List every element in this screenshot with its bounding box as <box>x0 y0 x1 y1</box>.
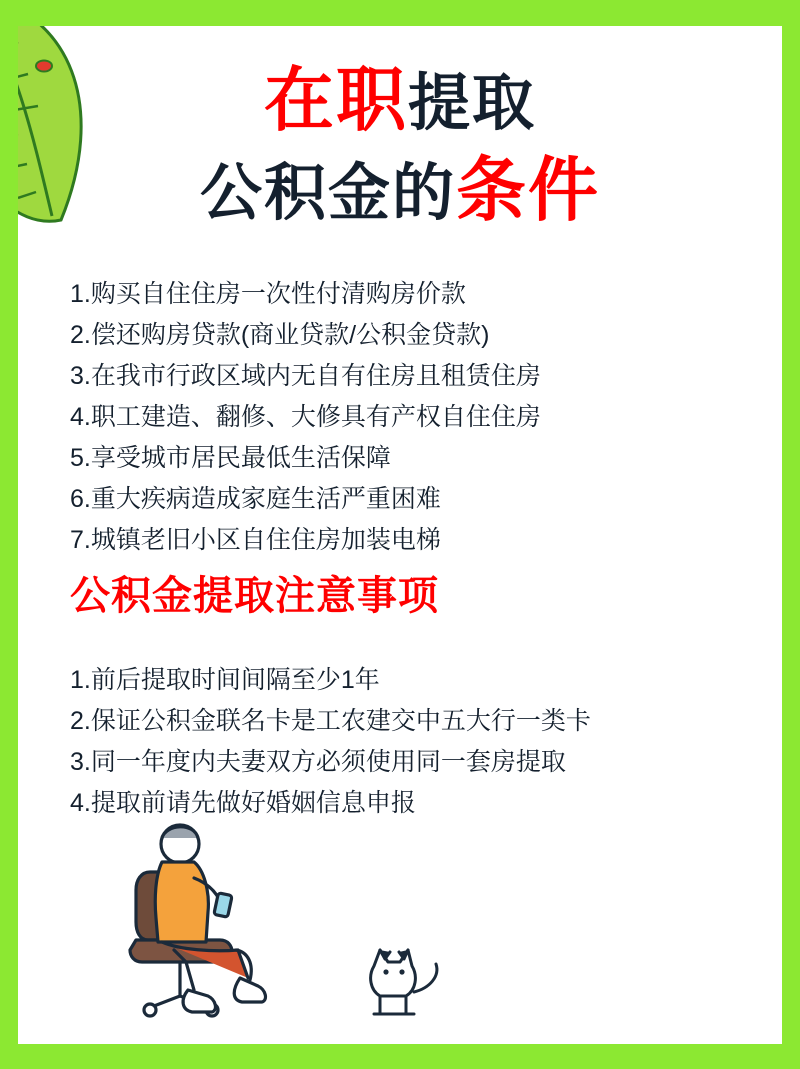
person-sitting-icon <box>130 825 265 1016</box>
list-item: 4.职工建造、翻修、大修具有产权自住住房 <box>70 403 541 431</box>
list-item: 2.保证公积金联名卡是工农建交中五大行一类卡 <box>70 707 591 735</box>
notes-section-title: 公积金提取注意事项 <box>70 574 439 618</box>
title-line-1-rest: 提取 <box>407 69 536 138</box>
list-item: 1.购买自住住房一次性付清购房价款 <box>70 280 466 308</box>
title-line-2-rest: 公积金的 <box>199 158 456 228</box>
list-item: 1.前后提取时间间隔至少1年 <box>70 666 380 694</box>
title-line-2 <box>18 146 782 236</box>
conditions-list <box>70 274 750 561</box>
list-item: 2.偿还购房贷款(商业贷款/公积金贷款) <box>70 321 490 349</box>
title-line-1 <box>18 56 782 146</box>
poster-card <box>18 26 782 1044</box>
cat-icon <box>371 950 437 1014</box>
list-item: 4.提取前请先做好婚姻信息申报 <box>70 789 416 817</box>
title-line-1-highlight: 在职 <box>263 61 408 139</box>
page-title <box>18 56 782 235</box>
list-item: 6.重大疾病造成家庭生活严重困难 <box>70 485 441 513</box>
list-item: 3.在我市行政区域内无自有住房且租赁住房 <box>70 362 541 390</box>
list-item: 7.城镇老旧小区自住住房加装电梯 <box>70 526 441 554</box>
list-item: 3.同一年度内夫妻双方必须使用同一套房提取 <box>70 748 566 776</box>
illustration <box>128 800 508 1030</box>
list-item: 5.享受城市居民最低生活保障 <box>70 444 391 472</box>
title-line-2-highlight: 条件 <box>456 150 600 229</box>
